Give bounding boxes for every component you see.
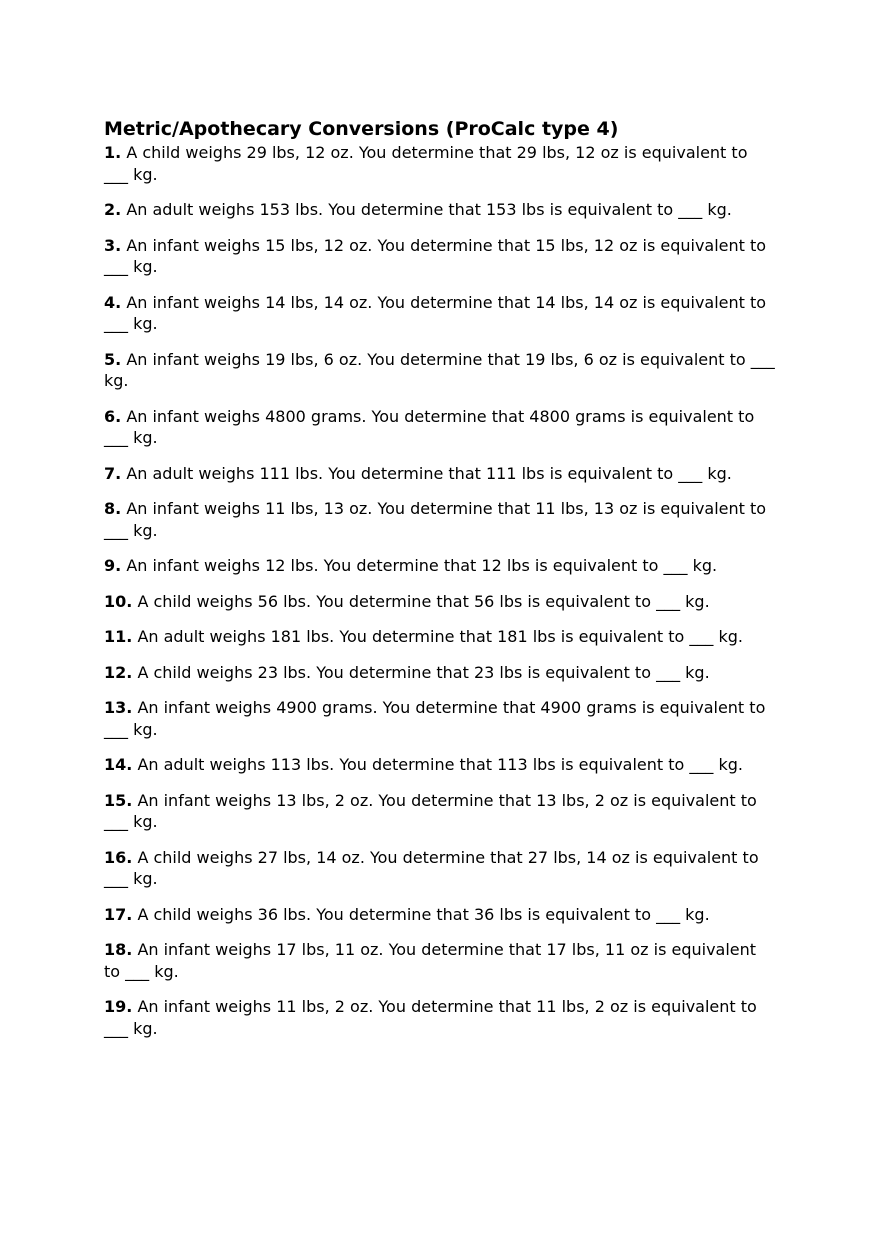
page-title: Metric/Apothecary Conversions (ProCalc type 4) <box>104 118 619 140</box>
question-item <box>104 847 776 890</box>
question-item <box>104 754 776 776</box>
question-number: 11. <box>104 627 133 646</box>
question-item <box>104 939 776 982</box>
question-number: 6. <box>104 406 122 426</box>
question-item <box>104 996 776 1039</box>
question-item <box>104 292 776 335</box>
question-text: A child weighs 27 lbs, 14 oz. You determine that 27 lbs, 14 oz is equivalent to ___ kg. <box>104 847 759 888</box>
question-item <box>104 349 776 392</box>
question-text: An infant weighs 17 lbs, 11 oz. You determine that 17 lbs, 11 oz is equivalent to ___ kg. <box>104 940 757 981</box>
question-text: An infant weighs 19 lbs, 6 oz. You determine that 19 lbs, 6 oz is equivalent to ___ kg. <box>104 349 775 390</box>
question-text: An infant weighs 12 lbs. You determine that 12 lbs is equivalent to ___ kg. <box>126 556 718 575</box>
question-text: An adult weighs 181 lbs. You determine that 181 lbs is equivalent to ___ kg. <box>137 627 744 646</box>
question-number: 19. <box>104 997 133 1016</box>
question-text: A child weighs 23 lbs. You determine that 23 lbs is equivalent to ___ kg. <box>137 662 710 682</box>
question-text: A child weighs 29 lbs, 12 oz. You determine that 29 lbs, 12 oz is equivalent to ___ kg. <box>104 143 748 184</box>
question-number: 15. <box>104 790 133 810</box>
question-item <box>104 463 776 485</box>
question-number: 12. <box>104 662 133 682</box>
question-text: A child weighs 36 lbs. You determine that 36 lbs is equivalent to ___ kg. <box>137 904 710 924</box>
question-text: An infant weighs 4800 grams. You determine that 4800 grams is equivalent to ___ kg. <box>104 406 755 447</box>
question-number: 13. <box>104 698 133 717</box>
question-item <box>104 904 776 926</box>
question-list <box>104 142 776 1039</box>
question-item <box>104 591 776 613</box>
question-number: 2. <box>104 200 122 219</box>
question-number: 8. <box>104 499 122 518</box>
question-number: 10. <box>104 591 133 611</box>
question-text: An infant weighs 4900 grams. You determine that 4900 grams is equivalent to ___ kg. <box>104 698 766 739</box>
question-text: An infant weighs 11 lbs, 2 oz. You determine that 11 lbs, 2 oz is equivalent to ___ kg. <box>104 997 757 1038</box>
question-item <box>104 662 776 684</box>
question-number: 7. <box>104 463 122 483</box>
question-text: An infant weighs 13 lbs, 2 oz. You determine that 13 lbs, 2 oz is equivalent to ___ kg. <box>104 790 757 831</box>
question-item <box>104 406 776 449</box>
question-text: An infant weighs 15 lbs, 12 oz. You determine that 15 lbs, 12 oz is equivalent to ___ kg. <box>104 235 767 276</box>
question-number: 17. <box>104 904 133 924</box>
question-item <box>104 142 776 185</box>
question-text: A child weighs 56 lbs. You determine that 56 lbs is equivalent to ___ kg. <box>137 591 710 611</box>
question-text: An infant weighs 14 lbs, 14 oz. You determine that 14 lbs, 14 oz is equivalent to ___ kg. <box>104 292 767 333</box>
question-text: An adult weighs 113 lbs. You determine that 113 lbs is equivalent to ___ kg. <box>137 755 744 774</box>
question-number: 9. <box>104 556 122 575</box>
question-item <box>104 697 776 740</box>
question-number: 14. <box>104 755 133 774</box>
question-number: 16. <box>104 847 133 867</box>
question-item <box>104 626 776 648</box>
question-text: An infant weighs 11 lbs, 13 oz. You determine that 11 lbs, 13 oz is equivalent to ___ kg. <box>104 499 767 540</box>
question-item <box>104 235 776 278</box>
question-number: 3. <box>104 235 122 255</box>
question-number: 1. <box>104 143 122 162</box>
question-number: 5. <box>104 349 122 369</box>
question-number: 18. <box>104 940 133 959</box>
question-text: An adult weighs 153 lbs. You determine that 153 lbs is equivalent to ___ kg. <box>126 200 732 219</box>
question-item <box>104 790 776 833</box>
question-item <box>104 498 776 541</box>
worksheet-page <box>104 116 776 1053</box>
question-item <box>104 555 776 577</box>
question-number: 4. <box>104 292 122 312</box>
question-item <box>104 199 776 221</box>
question-text: An adult weighs 111 lbs. You determine that 111 lbs is equivalent to ___ kg. <box>126 463 732 483</box>
